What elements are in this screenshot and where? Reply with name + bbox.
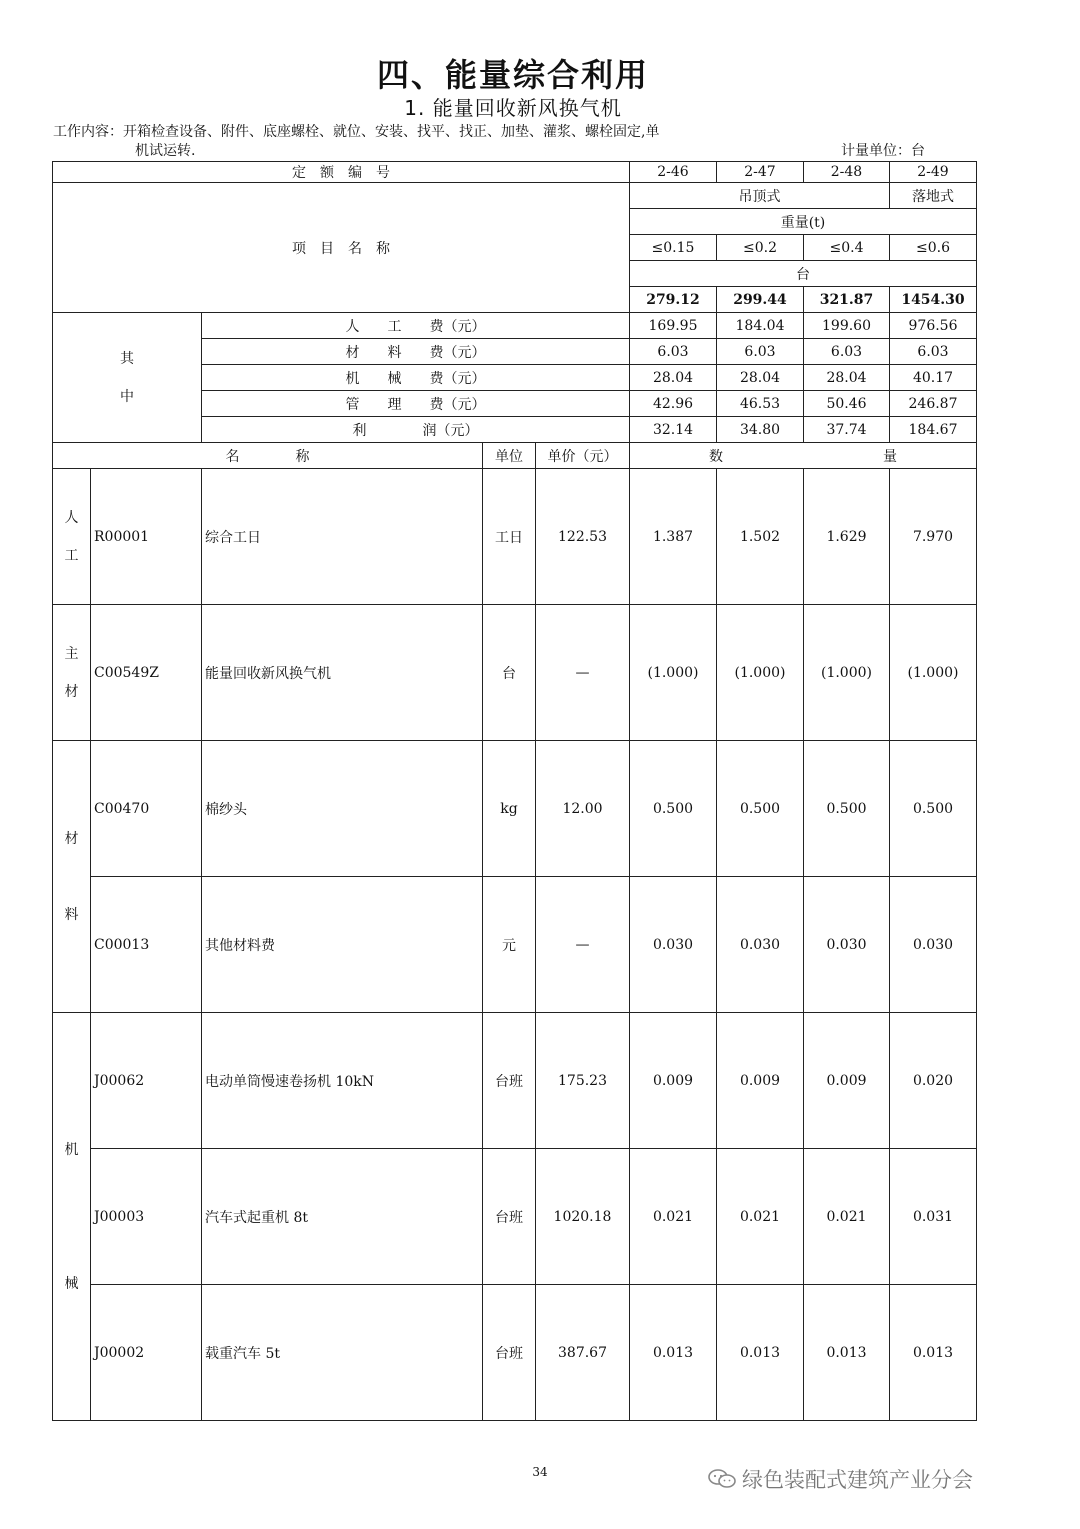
qty-cell: 0.030 [804, 877, 890, 1013]
qty-cell: 0.013 [717, 1285, 804, 1421]
watermark [708, 1464, 973, 1494]
resource-code: C00470 [91, 741, 202, 877]
cost-value: 40.17 [890, 365, 977, 391]
resource-unit: 元 [483, 877, 536, 1013]
resource-code: J00062 [91, 1013, 202, 1149]
qty-cell: 0.021 [630, 1149, 717, 1285]
qty-cell: 0.500 [630, 741, 717, 877]
type-floor: 落地式 [890, 183, 977, 209]
base-price-cell: 299.44 [717, 287, 804, 313]
resource-unit: 台班 [483, 1013, 536, 1149]
resource-name: 载重汽车 5t [202, 1285, 483, 1421]
resource-price: 1020.18 [536, 1149, 630, 1285]
resource-price: — [536, 605, 630, 741]
qty-cell: 0.020 [890, 1013, 977, 1149]
qty-cell: 0.500 [717, 741, 804, 877]
resource-name: 电动单筒慢速卷扬机 10kN [202, 1013, 483, 1149]
cost-value: 6.03 [890, 339, 977, 365]
resource-unit: 工日 [483, 469, 536, 605]
cost-value: 184.67 [890, 417, 977, 443]
cost-value: 199.60 [804, 313, 890, 339]
resource-unit: 台班 [483, 1285, 536, 1421]
code-cell: 2-49 [890, 162, 977, 183]
resource-unit: 台班 [483, 1149, 536, 1285]
work-content-line2: 机试运转. [135, 143, 196, 159]
qty-cell: 0.013 [890, 1285, 977, 1421]
detail-header-row [53, 443, 977, 469]
qty-cell: 0.009 [804, 1013, 890, 1149]
base-price-cell: 279.12 [630, 287, 717, 313]
section-title: 四、能量综合利用 [376, 56, 649, 94]
cost-label: 材 料 费（元） [202, 339, 630, 365]
resource-unit: kg [483, 741, 536, 877]
resource-code: R00001 [91, 469, 202, 605]
qty-cell: 0.013 [804, 1285, 890, 1421]
category-main-material: 主 材 [53, 605, 91, 741]
type-row [53, 183, 977, 209]
cost-label: 利 润（元） [202, 417, 630, 443]
cost-label: 机 械 费（元） [202, 365, 630, 391]
resource-price: 175.23 [536, 1013, 630, 1149]
cost-value: 246.87 [890, 391, 977, 417]
unit-label: 台 [630, 261, 977, 287]
weight-label: 重量(t) [630, 209, 977, 235]
cost-value: 34.80 [717, 417, 804, 443]
base-price-cell: 321.87 [804, 287, 890, 313]
qty-cell: (1.000) [804, 605, 890, 741]
cost-value: 28.04 [804, 365, 890, 391]
watermark-text: 绿色装配式建筑产业分会 [742, 1468, 973, 1492]
cost-value: 28.04 [630, 365, 717, 391]
resource-name: 汽车式起重机 8t [202, 1149, 483, 1285]
detail-price-header: 单价（元） [536, 443, 630, 469]
detail-name-header: 名 称 [53, 443, 483, 469]
cost-label: 人 工 费（元） [202, 313, 630, 339]
table-subtitle: 1. 能量回收新风换气机 [404, 96, 622, 120]
resource-price: 122.53 [536, 469, 630, 605]
wechat-icon [708, 1468, 736, 1490]
code-row [53, 162, 977, 183]
qty-cell: 0.030 [630, 877, 717, 1013]
table-row [53, 1149, 977, 1285]
type-hanging: 吊顶式 [630, 183, 890, 209]
cost-value: 6.03 [630, 339, 717, 365]
table-row [53, 1013, 977, 1149]
resource-price: — [536, 877, 630, 1013]
resource-name: 棉纱头 [202, 741, 483, 877]
resource-price: 12.00 [536, 741, 630, 877]
item-name-label: 项 目 名 称 [53, 183, 630, 313]
cost-row [53, 313, 977, 339]
category-labor: 人 工 [53, 469, 91, 605]
qty-cell: 0.030 [890, 877, 977, 1013]
table-row [53, 741, 977, 877]
qty-cell: (1.000) [717, 605, 804, 741]
cost-value: 50.46 [804, 391, 890, 417]
qty-cell: (1.000) [630, 605, 717, 741]
code-cell: 2-47 [717, 162, 804, 183]
qty-cell: 7.970 [890, 469, 977, 605]
qty-cell: 0.009 [630, 1013, 717, 1149]
cost-value: 42.96 [630, 391, 717, 417]
resource-name: 能量回收新风换气机 [202, 605, 483, 741]
detail-unit-header: 单位 [483, 443, 536, 469]
qty-cell: 0.031 [890, 1149, 977, 1285]
qty-cell: 0.500 [804, 741, 890, 877]
table-row [53, 605, 977, 741]
cost-value: 169.95 [630, 313, 717, 339]
qty-cell: 1.387 [630, 469, 717, 605]
cost-value: 32.14 [630, 417, 717, 443]
quota-table [52, 161, 977, 1421]
cost-value: 46.53 [717, 391, 804, 417]
table-row [53, 1285, 977, 1421]
qty-cell: 0.021 [804, 1149, 890, 1285]
qty-cell: 0.009 [717, 1013, 804, 1149]
qty-cell: 0.021 [717, 1149, 804, 1285]
cost-value: 28.04 [717, 365, 804, 391]
cost-value: 976.56 [890, 313, 977, 339]
qty-cell: 0.500 [890, 741, 977, 877]
qty-cell: (1.000) [890, 605, 977, 741]
cost-group-label: 其 中 [53, 313, 202, 443]
qty-cell: 1.502 [717, 469, 804, 605]
qty-cell: 1.629 [804, 469, 890, 605]
category-material: 材 料 [53, 741, 91, 1013]
table-row [53, 877, 977, 1013]
resource-code: J00002 [91, 1285, 202, 1421]
cost-value: 6.03 [717, 339, 804, 365]
work-content-line1: 工作内容：开箱检查设备、附件、底座螺栓、就位、安装、找平、找正、加垫、灌浆、螺栓固定,单 [53, 124, 660, 140]
weight-cell: ≤0.4 [804, 235, 890, 261]
qty-cell: 0.030 [717, 877, 804, 1013]
resource-code: C00549Z [91, 605, 202, 741]
cost-value: 37.74 [804, 417, 890, 443]
resource-price: 387.67 [536, 1285, 630, 1421]
table-row [53, 469, 977, 605]
cost-label: 管 理 费（元） [202, 391, 630, 417]
resource-name: 其他材料费 [202, 877, 483, 1013]
weight-cell: ≤0.6 [890, 235, 977, 261]
qty-cell: 0.013 [630, 1285, 717, 1421]
category-machinery: 机 械 [53, 1013, 91, 1421]
weight-cell: ≤0.2 [717, 235, 804, 261]
code-cell: 2-46 [630, 162, 717, 183]
unit-note: 计量单位：台 [841, 143, 925, 159]
weight-cell: ≤0.15 [630, 235, 717, 261]
resource-unit: 台 [483, 605, 536, 741]
resource-code: J00003 [91, 1149, 202, 1285]
base-price-cell: 1454.30 [890, 287, 977, 313]
code-label: 定 额 编 号 [53, 162, 630, 183]
page-number: 34 [532, 1465, 548, 1479]
detail-qty-header: 数 量 [630, 443, 977, 469]
resource-name: 综合工日 [202, 469, 483, 605]
code-cell: 2-48 [804, 162, 890, 183]
resource-code: C00013 [91, 877, 202, 1013]
cost-value: 6.03 [804, 339, 890, 365]
cost-value: 184.04 [717, 313, 804, 339]
